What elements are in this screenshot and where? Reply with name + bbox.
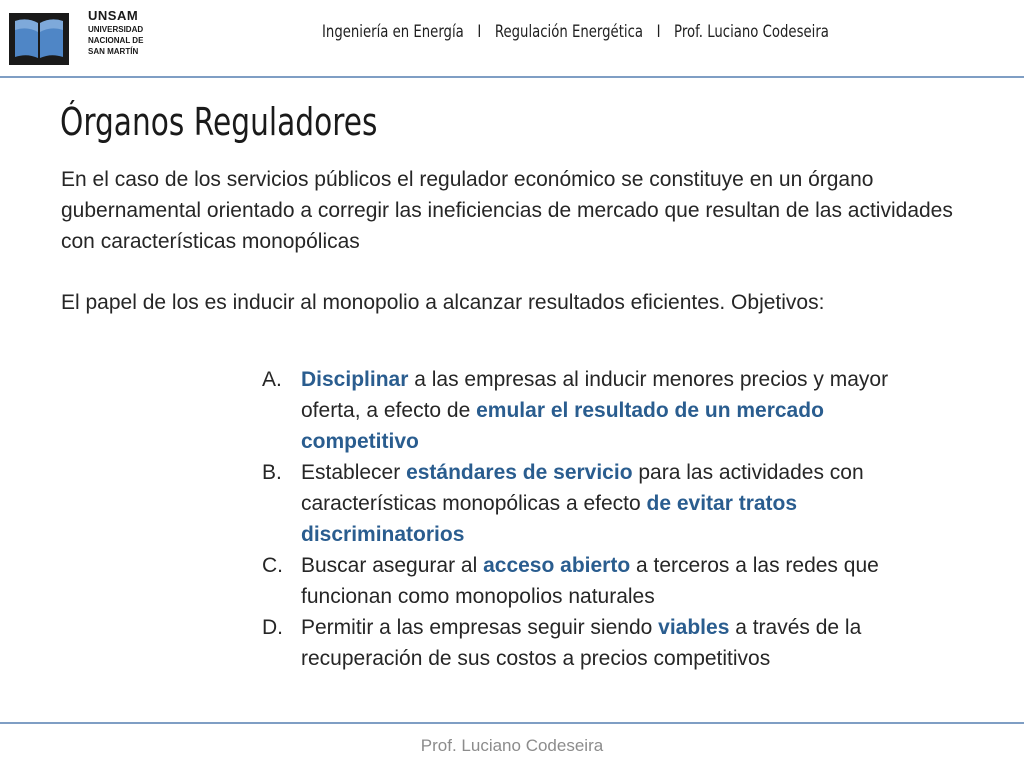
header-divider — [0, 76, 1024, 78]
item-highlight: de evitar tratos discriminatorios — [301, 492, 798, 546]
list-marker: B. — [262, 461, 282, 484]
logo-title: UNSAM — [88, 8, 139, 23]
item-text: Permitir a las empresas seguir siendo — [301, 616, 659, 639]
intro-paragraph: En el caso de los servicios públicos el regulador económico se constituye en un órgano gubernamental orientado a corregir las ineficiencias de mercado que resultan de las actividades con características monopólicas — [61, 168, 953, 253]
item-text: a terceros a las redes que funcionan como monopolios naturales — [301, 554, 879, 608]
list-item — [262, 364, 942, 457]
header-separator: I — [477, 22, 482, 42]
item-highlight: emular el resultado de un mercado competitivo — [301, 399, 824, 453]
logo-text — [88, 8, 143, 57]
university-logo — [8, 8, 168, 70]
list-item — [262, 457, 942, 550]
list-marker: C. — [262, 554, 283, 577]
item-highlight: Disciplinar — [301, 368, 409, 391]
logo-line-3: SAN MARTÍN — [88, 47, 139, 56]
item-highlight: acceso abierto — [483, 554, 631, 577]
open-book-icon — [8, 12, 70, 66]
list-item — [262, 612, 942, 674]
item-text: Buscar asegurar al — [301, 554, 484, 577]
slide-footer: Prof. Luciano Codeseira — [420, 736, 604, 755]
logo-line-1: UNIVERSIDAD — [88, 25, 144, 34]
header-subject: Regulación Energética — [494, 22, 643, 42]
item-text: a través de la recuperación de sus costos a precios competitivos — [301, 616, 862, 670]
item-highlight: estándares de servicio — [406, 461, 633, 484]
objectives-list — [262, 364, 942, 674]
header-course: Ingeniería en Energía — [322, 22, 464, 42]
list-item — [262, 550, 942, 612]
item-text: a las empresas al inducir menores precios y mayor oferta, a efecto de — [301, 368, 889, 422]
logo-line-2: NACIONAL DE — [88, 36, 144, 45]
list-marker: A. — [262, 368, 282, 391]
item-highlight: viables — [658, 616, 730, 639]
footer-divider — [0, 722, 1024, 724]
objectives-paragraph: El papel de los es inducir al monopolio a alcanzar resultados eficientes. Objetivos: — [61, 291, 825, 314]
item-text: Establecer — [301, 461, 407, 484]
slide-title: Órganos Reguladores — [60, 100, 378, 144]
header-professor: Prof. Luciano Codeseira — [674, 22, 829, 42]
list-marker: D. — [262, 616, 283, 639]
slide-header — [322, 22, 838, 42]
item-text: para las actividades con características monopólicas a efecto — [301, 461, 864, 515]
header-separator: I — [656, 22, 661, 42]
